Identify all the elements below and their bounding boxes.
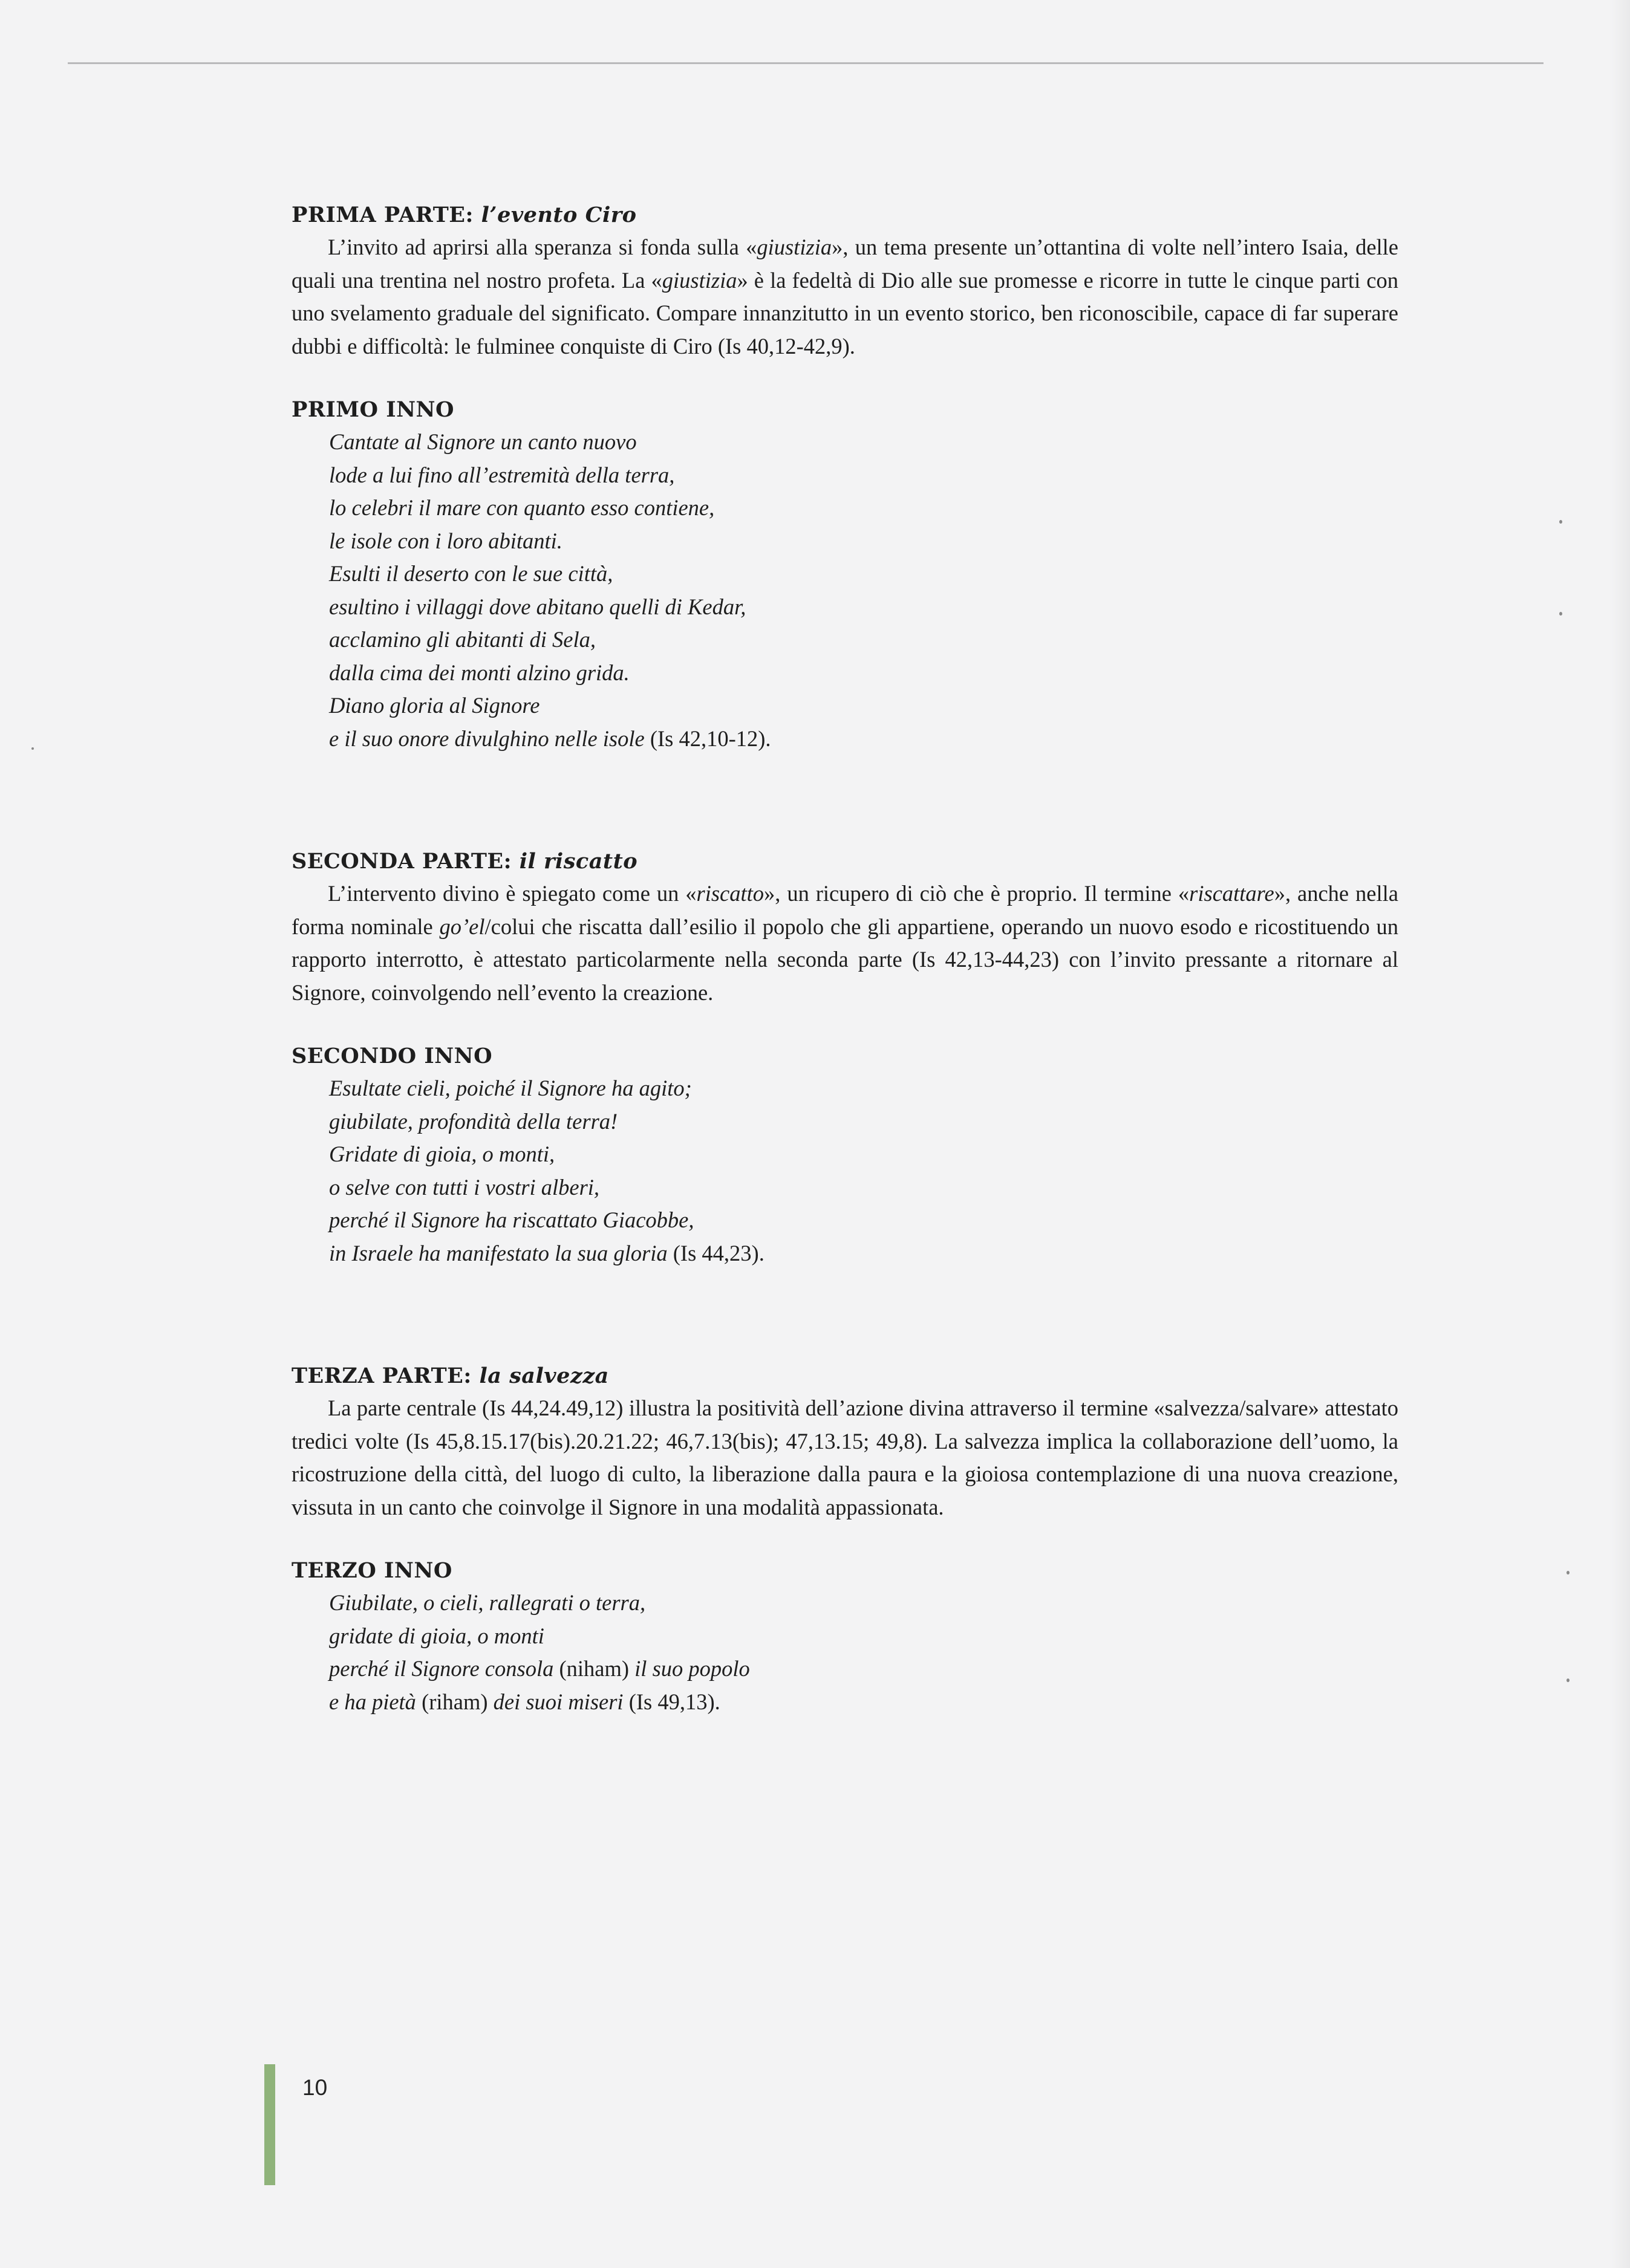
section-heading-seconda-parte: SECONDA PARTE: il riscatto	[292, 849, 638, 874]
page-right-edge	[1612, 0, 1630, 2268]
section-heading-secondo-inno: SECONDO INNO	[292, 1044, 493, 1068]
hymn-terzo-inno	[329, 1587, 1398, 1718]
hymn-line: e il suo onore divulghino nelle isole (Is 42,10-12).	[329, 726, 771, 751]
section-heading-prima-parte: PRIMA PARTE: l’evento Ciro	[292, 203, 637, 227]
scan-speck	[1566, 1678, 1570, 1682]
hymn-primo-inno	[329, 426, 1398, 755]
hymn-line: Esultate cieli, poiché il Signore ha agito;	[329, 1076, 692, 1100]
hymn-line: o selve con tutti i vostri alberi,	[329, 1174, 600, 1200]
hymn-line: Cantate al Signore un canto nuovo	[329, 429, 637, 454]
page-number: 10	[302, 2075, 328, 2100]
hymn-secondo-inno	[329, 1072, 1398, 1270]
hymn-reference: (Is 42,10-12).	[644, 726, 771, 751]
page-top-edge	[68, 62, 1544, 64]
hymn-line: in Israele ha manifestato la sua gloria (Is 44,23).	[329, 1240, 764, 1266]
hymn-line: e ha pietà (riham) dei suoi miseri (Is 49,13).	[329, 1689, 720, 1714]
hymn-line: acclamino gli abitanti di Sela,	[329, 627, 596, 652]
hymn-line: gridate di gioia, o monti	[329, 1623, 544, 1648]
page-content	[292, 200, 1398, 1718]
scan-speck	[1566, 1571, 1570, 1574]
hymn-line: Diano gloria al Signore	[329, 693, 540, 718]
hymn-line: perché il Signore ha riscattato Giacobbe,	[329, 1207, 694, 1232]
hymn-line: lo celebri il mare con quanto esso contiene,	[329, 495, 715, 520]
paragraph-seconda-parte: L’intervento divino è spiegato come un «riscatto», un ricupero di ciò che è proprio. Il termine «riscattare», anche nella forma nominale go’el/colui che riscatta dall’esilio il popolo che gli appartiene, operando un nuovo esodo e ricostituendo un rapporto interrotto, è attestato particolarmente nella seconda parte (Is 42,13-44,23) con l’invito pressante a ritornare al Signore, coinvolgendo nell’evento la creazione.	[292, 881, 1398, 1005]
page-number-bar	[264, 2064, 275, 2185]
paragraph-prima-parte: L’invito ad aprirsi alla speranza si fonda sulla «giustizia», un tema presente un’ottantina di volte nell’intero Isaia, delle quali una trentina nel nostro profeta. La «giustizia» è la fedeltà di Dio alle sue promesse e ricorre in tutte le cinque parti con uno svelamento graduale del significato. Compare innanzitutto in un evento storico, ben riconoscibile, capace di far superare dubbi e difficoltà: le fulminee conquiste di Ciro (Is 40,12-42,9).	[292, 235, 1398, 359]
section-heading-terza-parte: TERZA PARTE: la salvezza	[292, 1363, 609, 1388]
hymn-line: lode a lui fino all’estremità della terra,	[329, 462, 675, 487]
hymn-line: Esulti il deserto con le sue città,	[329, 561, 613, 586]
hymn-line: Gridate di gioia, o monti,	[329, 1142, 555, 1166]
hymn-line: perché il Signore consola (niham) il suo popolo	[329, 1656, 750, 1681]
hymn-line: le isole con i loro abitanti.	[329, 528, 562, 553]
scan-speck	[1559, 612, 1562, 616]
hymn-line: esultino i villaggi dove abitano quelli di Kedar,	[329, 594, 746, 619]
hymn-line: giubilate, profondità della terra!	[329, 1108, 618, 1134]
hymn-line: Giubilate, o cieli, rallegrati o terra,	[329, 1590, 646, 1615]
hymn-reference: (Is 44,23).	[667, 1240, 764, 1266]
scan-speck	[31, 747, 34, 750]
section-heading-primo-inno: PRIMO INNO	[292, 397, 455, 422]
hymn-line: dalla cima dei monti alzino grida.	[329, 660, 630, 685]
hymn-reference: (Is 49,13).	[623, 1689, 720, 1714]
scan-speck	[1559, 520, 1562, 524]
section-heading-terzo-inno: TERZO INNO	[292, 1558, 452, 1583]
paragraph-terza-parte: La parte centrale (Is 44,24.49,12) illustra la positività dell’azione divina attraverso il termine «salvezza/salvare» attestato tredici volte (Is 45,8.15.17(bis).20.21.22; 46,7.13(bis); 47,13.15; 49,8). La salvezza implica la collaborazione dell’uomo, la ricostruzione della città, del luogo di culto, la liberazione dalla paura e la gioiosa contemplazione di una nuova creazione, vissuta in un canto che coinvolge il Signore in una modalità appassionata.	[292, 1396, 1398, 1519]
